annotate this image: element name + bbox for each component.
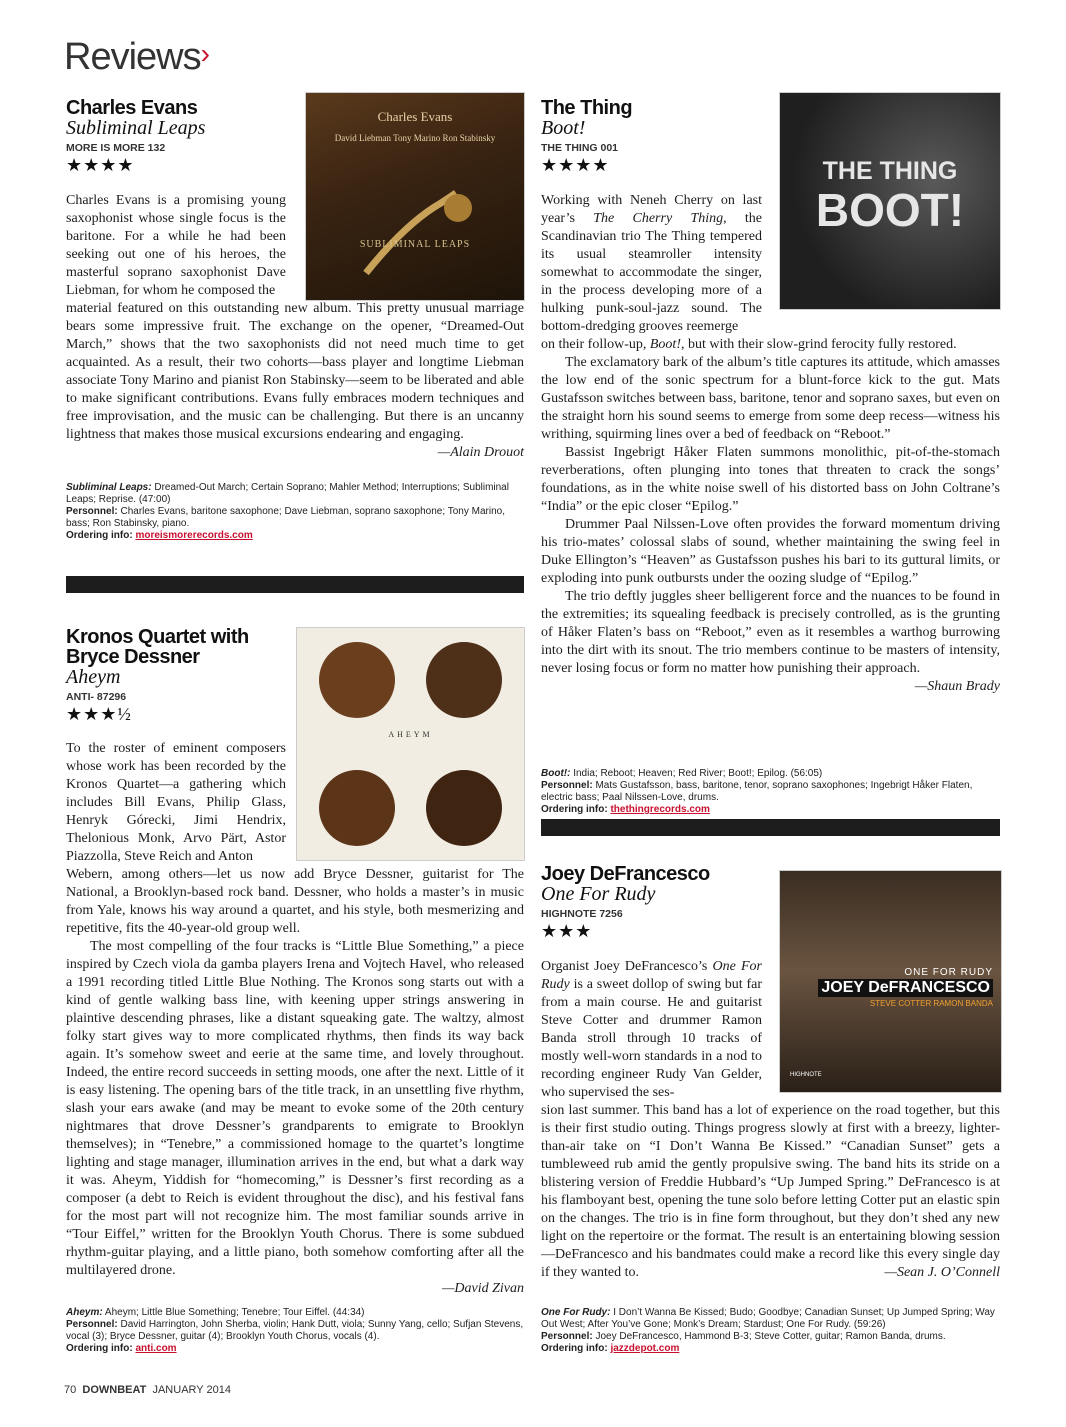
page-number: 70 xyxy=(64,1384,77,1396)
issue-date: JANUARY 2014 xyxy=(152,1384,231,1396)
review-paragraph: The trio deftly juggles sheer belligerent force and the nuances to be found in the extremities; its squealing feedback is precisely controlled, as is the grunting of Håker Flaten’s bass on “Reboot,” even as it resembles a warthog burrowing into the dirt with its snout. The trio members continue to be masters of intensity, never losing focus or form no matter how punishing their approach. xyxy=(541,589,1000,676)
personnel-label: Personnel: xyxy=(541,780,593,791)
review-text-start: Working with Neneh Cherry on last year’s The Cherry Thing, the Scandinavian trio The Thing tempered its usual steamroller intensity somewhat to accommodate the singer, in the process developing more of a hulking punk-soul-jazz sound. The bottom-dredging grooves reemerge xyxy=(541,193,762,334)
section-title: Reviews xyxy=(64,36,201,78)
reviewer: —David Zivan xyxy=(441,1281,524,1296)
track-list: Dreamed-Out March; Certain Soprano; Mahler Method; Interruptions; Subliminal Leaps; Reprise. (47:00) xyxy=(66,482,509,505)
review-artist: The Thing xyxy=(541,97,633,119)
review-label: THE THING 001 xyxy=(541,142,619,154)
section-divider xyxy=(541,819,1000,836)
track-info xyxy=(66,1307,524,1355)
star-rating: ★★★½ xyxy=(66,704,132,724)
personnel-label: Personnel: xyxy=(66,1319,118,1330)
track-list: India; Reboot; Heaven; Red River; Boot!; Epilog. (56:05) xyxy=(573,768,823,779)
section-header xyxy=(64,36,209,79)
section-divider xyxy=(66,576,524,593)
cover-line3: STEVE COTTER RAMON BANDA xyxy=(869,999,993,1008)
cover-logo: HIGHNOTE xyxy=(790,1072,822,1078)
review-artist: Charles Evans xyxy=(66,97,198,119)
personnel-label: Personnel: xyxy=(541,1331,593,1342)
review-kronos-quartet xyxy=(66,627,296,725)
review-body xyxy=(66,740,524,1298)
review-artist: Kronos Quartet with Bryce Dessner xyxy=(66,626,249,668)
track-info xyxy=(541,1307,1000,1355)
page-footer xyxy=(64,1384,231,1396)
personnel: Joey DeFrancesco, Hammond B-3; Steve Cotter, guitar; Ramon Banda, drums. xyxy=(595,1331,946,1342)
review-album: Subliminal Leaps xyxy=(66,117,206,139)
ordering-link[interactable]: anti.com xyxy=(135,1343,177,1354)
personnel-label: Personnel: xyxy=(66,506,118,517)
tracks-title: Aheym: xyxy=(66,1307,103,1318)
personnel: Charles Evans, baritone saxophone; Dave Liebman, soprano saxophone; Tony Marino, bass; Ron Stabinsky, piano. xyxy=(66,506,505,529)
review-paragraph: The most compelling of the four tracks is “Little Blue Something,” a piece inspired by Czech viola da gamba players Irena and Vojtech Havel, who released a 1991 recording titled Little Blue Nothing. The Kronos song starts out with a kind of gentle walking bass line, with keening upper strings answering in plaintive descending phrases, like a distant squeaking gate. The waltzy, almost folky start gives way to more complicated rhythms, then finds its way back again. It’s somehow sweet and eerie at the same time, and lovely throughout. Indeed, the entire record succeeds in setting moods, one after the next. Little of it is easy listening. The opening bars of the title track, in an unsettling five rhythm, slash your ears awake (and may be meant to evoke some of the 20th century nightmares that drove Dessner’s grandparents to emigrate to Brooklyn themselves); in “Tenebre,” a commissioned homage to the quartet’s longtime lighting and stage manager, illumination arrives in the end, but what a dark way it was. Aheym, Yiddish for “homecoming,” is Dessner’s first recording as a composer (a debt to Reich is evident throughout the disc), and his festival fans for the most part will not recognize him. The most familiar sounds arrive in “Tour Eiffel,” written for the Brooklyn Youth Chorus. There is some subdued rhythm-guitar playing, and a little piano, both somehow comforting after all the multilayered drone. xyxy=(66,939,524,1278)
review-text-start: Organist Joey DeFrancesco’s One For Rudy is a sweet dollop of swing but far from a main course. He and guitarist Steve Cotter and drummer Ramon Banda stroll through 10 tracks of mostly well-worn standards in a nod to recording engineer Rudy Van Gelder, who supervised the ses- xyxy=(541,959,762,1100)
star-rating: ★★★★ xyxy=(541,155,610,175)
review-paragraph: The exclamatory bark of the album’s title captures its attitude, which amasses the low end of the sonic spectrum for a blunt-force kick to the gut. Mats Gustafsson switches between bass, baritone, tenor and soprano saxes, but even on the straight horn his sound seems to emerge from some deep recess—witness his writhing, squirming lines over a bed of feedback on “Reboot.” xyxy=(541,355,1000,442)
cover-line1: ONE FOR RUDY xyxy=(904,967,993,978)
cover-artist: Charles Evans xyxy=(377,109,453,124)
review-joey-defrancesco xyxy=(541,864,771,942)
cover-line2: JOEY DeFRANCESCO xyxy=(818,979,993,997)
reviewer: —Sean J. O’Connell xyxy=(884,1265,1000,1280)
track-info xyxy=(66,482,524,542)
ordering-label: Ordering info: xyxy=(66,530,133,541)
ordering-label: Ordering info: xyxy=(541,1343,608,1354)
tracks-title: One For Rudy: xyxy=(541,1307,611,1318)
ordering-link[interactable]: moreismorerecords.com xyxy=(135,530,253,541)
cover-title: AHEYM xyxy=(388,730,433,739)
personnel: David Harrington, John Sherba, violin; Hank Dutt, viola; Sunny Yang, cello; Sufjan Stevens, vocal (3); Bryce Dessner, guitar (4); Brooklyn Youth Chorus, vocals (4). xyxy=(66,1319,524,1342)
ordering-label: Ordering info: xyxy=(66,1343,133,1354)
review-body xyxy=(66,192,524,462)
track-info xyxy=(541,768,1000,816)
review-text-cont: material featured on this outstanding new album. This pretty unusual marriage bears some impressive fruit. The exchange on the opener, “Dreamed-Out March,” shows that the two saxophonists did not need much time to get acquainted. As a result, their two cohorts—bass player and longtime Liebman associate Tony Marino and pianist Ron Stabinsky—seem to be liberated and able to make significant contributions. Evans fully embraces modern techniques and free improvisation, and the music can be challenging. But there is an uncanny lightness that makes those musical excursions endearing and engaging. —Alain Drouot xyxy=(66,301,524,460)
ordering-link[interactable]: thethingrecords.com xyxy=(610,804,710,815)
review-artist: Joey DeFrancesco xyxy=(541,863,710,885)
review-album: Aheym xyxy=(66,666,121,688)
review-the-thing xyxy=(541,98,771,176)
tracks-title: Subliminal Leaps: xyxy=(66,482,152,493)
star-rating: ★★★★ xyxy=(66,155,135,175)
cover-names: David Liebman Tony Marino Ron Stabinsky xyxy=(334,133,496,143)
cover-title: SUBLIMINAL LEAPS xyxy=(359,239,471,250)
cover-line2: BOOT! xyxy=(815,184,965,236)
ordering-link[interactable]: jazzdepot.com xyxy=(610,1343,680,1354)
review-text-start: Charles Evans is a promising young saxophonist whose single focus is the baritone. For a while he had been seeking out one of his heroes, the masterful soprano saxophonist Dave Liebman, for whom he composed the xyxy=(66,193,286,298)
review-paragraph: Drummer Paal Nilssen-Love often provides the forward momentum driving his trio-mates’ colossal slabs of sound, whether maintaining the swing feel in Duke Ellington’s “Heaven” as Gustafsson pushes his bari to its guttural limits, or exploding into punk outbursts under the oozing sludge of “Epilog.” xyxy=(541,517,1000,586)
review-body xyxy=(541,958,1000,1282)
review-text-cont: Webern, among others—let us now add Bryce Dessner, guitarist for The National, a Brooklyn-based rock band. Dessner, who holds a master’s in music from Yale, knows his way around a quartet, and his style, both mesmerizing and repetitive, fits the 40-year-old group well. xyxy=(66,867,524,936)
review-text-cont: sion last summer. This band has a lot of experience on the road together, but this is their first studio outing. Things progress slowly at first with a breezy, lighter-than-air take on “I Don’t Wanna Be Kissed.” “Canadian Sunset” gets a tumbleweed rub amid the gently propulsive swing. The band hits its stride on a blistering version of Freddie Hubbard’s “Up Jumped Spring.” DeFrancesco is at his flamboyant best, opening the tune solo before letting Cotter put an elastic spin on the changes. The trio is in fine form throughout, but they don’t shed any new light on the repertoire or the format. The result is an entertaining blowing session—DeFrancesco and his bandmates could make a record like this every single day if they wanted to. —Sean J. O’Connell xyxy=(541,1103,1000,1280)
track-list: I Don’t Wanna Be Kissed; Budo; Goodbye; Canadian Sunset; Up Jumped Spring; Way Out West; After You’ve Gone; Monk’s Dream; Stardust; One For Rudy. (59:26) xyxy=(541,1307,995,1330)
track-list: Aheym; Little Blue Something; Tenebre; Tour Eiffel. (44:34) xyxy=(104,1307,365,1318)
review-paragraph: Bassist Ingebrigt Håker Flaten summons monolithic, pit-of-the-stomach reverberations, often plunging into tones that threaten to crack the songs’ foundations, as in the white noise swell of his distorted bass on John Coltrane’s “India” or the epic closer “Epilog.” xyxy=(541,445,1000,514)
reviewer: —Alain Drouot xyxy=(437,445,524,460)
cover-line1: THE THING xyxy=(822,157,958,185)
magazine-name: DOWNBEAT xyxy=(82,1384,147,1396)
review-label: ANTI- 87296 xyxy=(66,691,127,703)
star-rating: ★★★ xyxy=(541,921,593,941)
review-label: MORE IS MORE 132 xyxy=(66,142,166,154)
reviewer: —Shaun Brady xyxy=(914,679,1000,694)
personnel: Mats Gustafsson, bass, baritone, tenor, soprano saxophones; Ingebrigt Håker Flaten, electric bass; Paal Nilssen-Love, drums. xyxy=(541,780,973,803)
tracks-title: Boot!: xyxy=(541,768,571,779)
ordering-label: Ordering info: xyxy=(541,804,608,815)
review-body xyxy=(541,192,1000,696)
review-text-cont: on their follow-up, Boot!, but with their slow-grind ferocity fully restored. xyxy=(541,337,957,352)
review-album: One For Rudy xyxy=(541,883,656,905)
review-text-start: To the roster of eminent composers whose work has been recorded by the Kronos Quartet—a gathering which includes Bill Evans, Philip Glass, Henryk Górecki, Jimi Hendrix, Thelonious Monk, Arvo Pärt, Astor Piazzolla, Steve Reich and Anton xyxy=(66,741,286,864)
chevron-right-icon: › xyxy=(200,38,209,69)
review-album: Boot! xyxy=(541,117,586,139)
review-label: HIGHNOTE 7256 xyxy=(541,908,623,920)
